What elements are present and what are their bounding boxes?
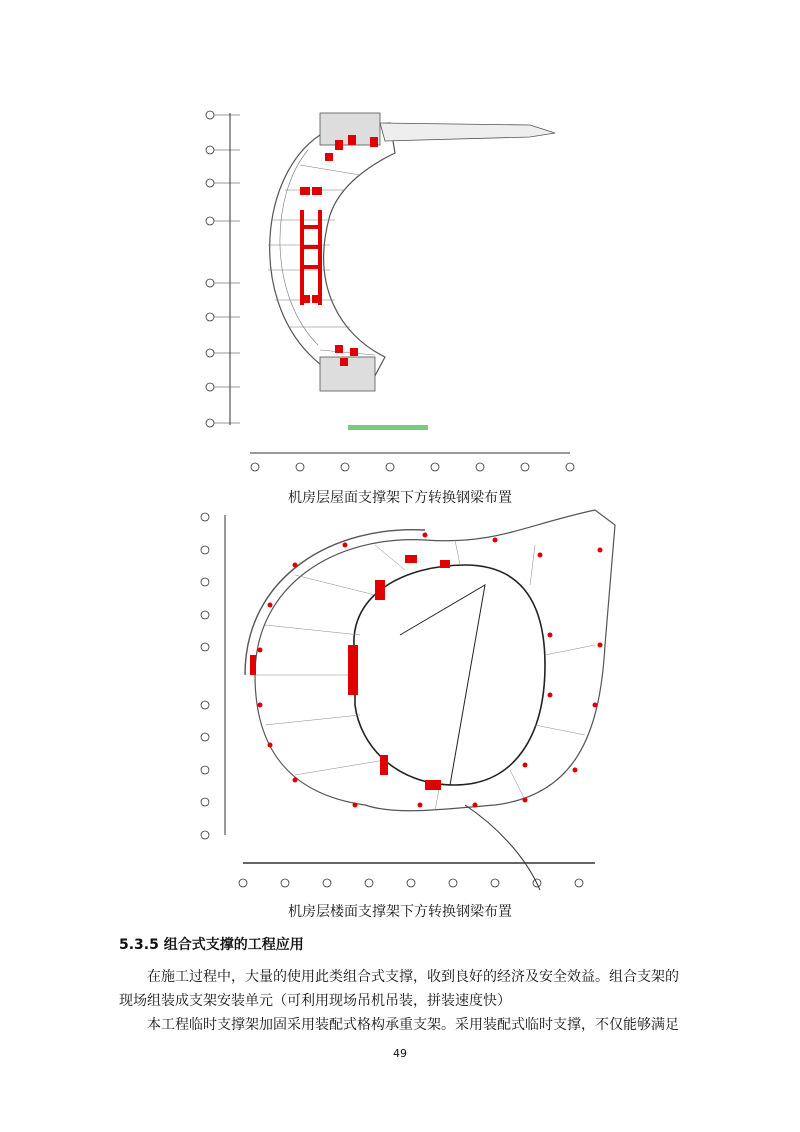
floor-plan-drawing xyxy=(195,505,620,895)
section-title-text: 组合式支撑的工程应用 xyxy=(163,937,304,953)
section-number: 5.3.5 xyxy=(119,937,159,953)
page-number: 49 xyxy=(393,1047,407,1060)
paragraph-2: 本工程临时支撑架加固采用装配式格构承重支架。采用装配式临时支撑，不仅能够满足 xyxy=(147,1017,679,1033)
roof-plan-drawing xyxy=(200,95,580,480)
figure-roof-transfer-beams xyxy=(200,95,580,480)
section-heading xyxy=(119,934,304,954)
figure-floor-transfer-beams xyxy=(195,505,620,895)
paragraph-1: 在施工过程中，大量的使用此类组合式支撑，收到良好的经济及安全效益。组合支架的现场组装成支架安装单元（可利用现场吊机吊装，拼装速度快） xyxy=(119,969,679,1009)
figure-1-caption: 机房层屋面支撑架下方转换钢梁布置 xyxy=(288,490,512,506)
figure-2-caption: 机房层楼面支撑架下方转换钢梁布置 xyxy=(288,904,512,920)
